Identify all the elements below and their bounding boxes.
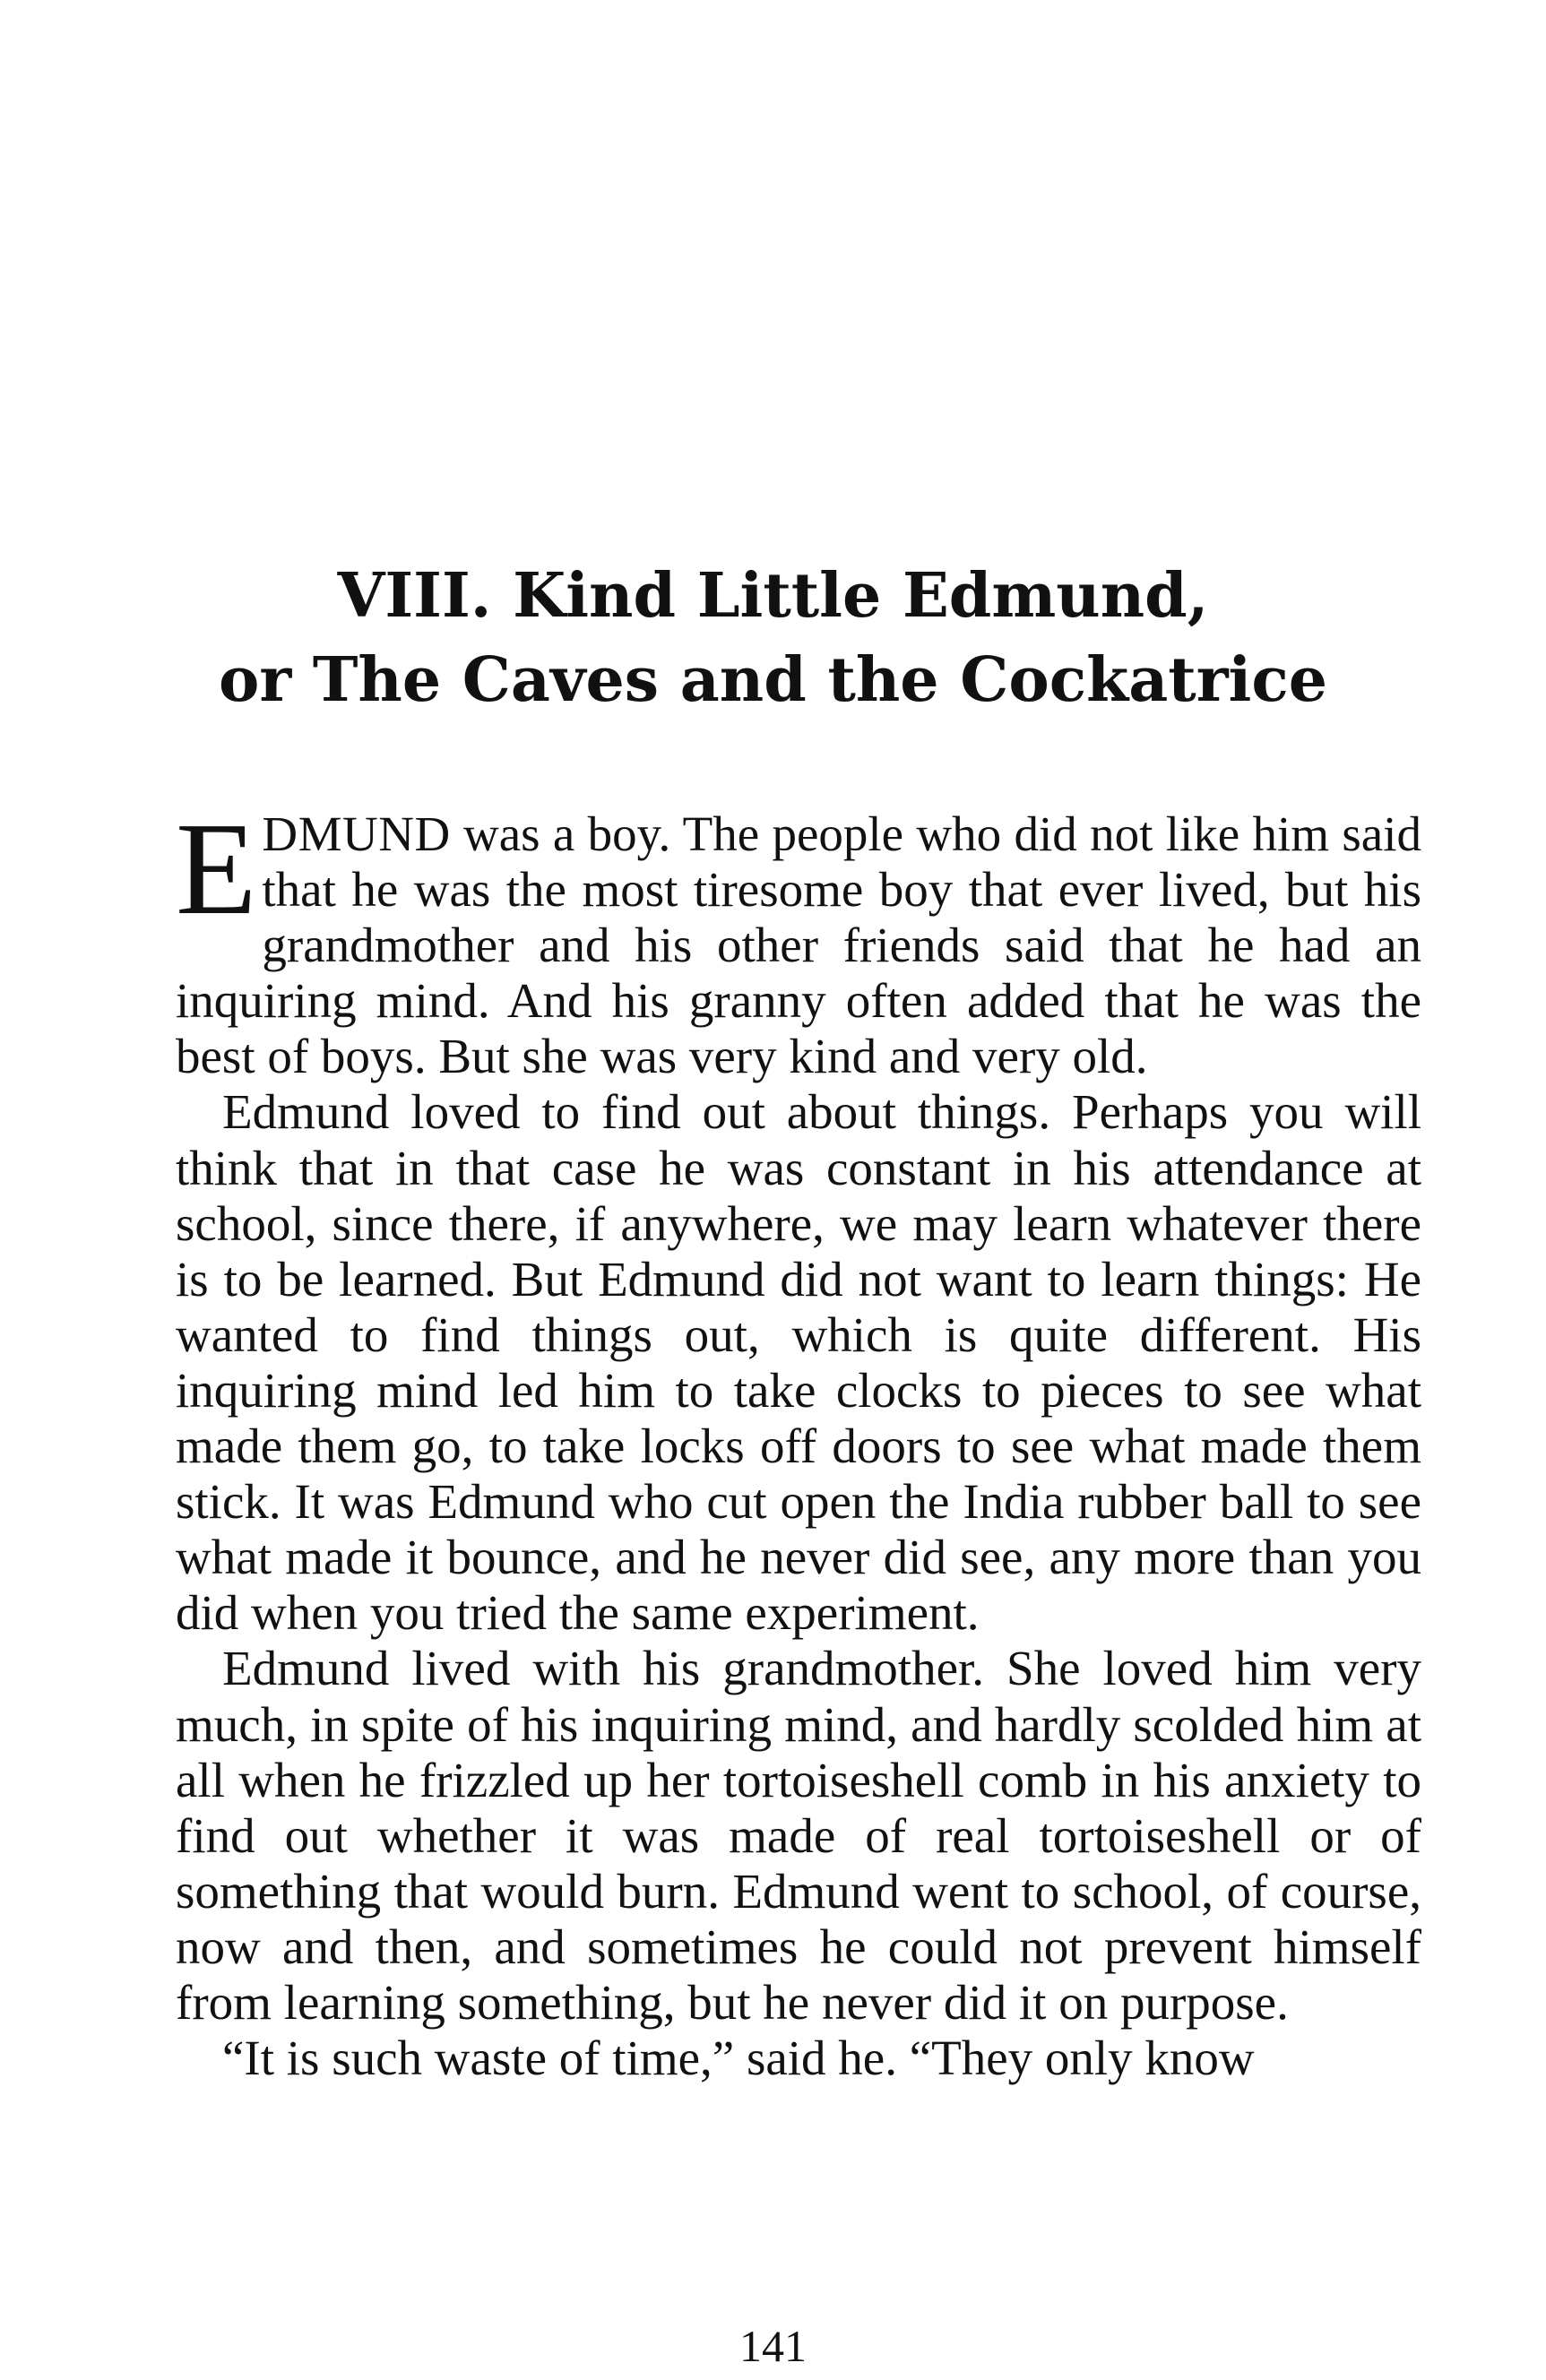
drop-cap: E <box>176 796 257 943</box>
chapter-title-line-1: VIII. Kind Little Edmund, <box>337 560 1209 632</box>
paragraph-4: “It is such waste of time,” said he. “They only know <box>222 2031 1255 2086</box>
chapter-title-line-2: or The Caves and the Cockatrice <box>218 644 1328 716</box>
paragraph-2: Edmund loved to find out about things. Perhaps you will think that in that case he was constant in his attendance at school, since there, if anywhere, we may learn whatever there is to be learned. But Edmund did not want to learn things: He wanted to find things out, which is quite different. His inquiring mind led him to take clocks to pieces to see what made them go, to take locks off doors to see what made them stick. It was Edmund who cut open the India rubber ball to see what made it bounce, and he never did see, any more than you did when you tried the same experiment. <box>176 1084 1421 1641</box>
paragraph-1-text: was a boy. The people who did not like him said that he was the most tiresome boy that ever lived, but his grandmother and his other friends said that he had an inquiring mind. And his granny often added that he was the best of boys. But she was very kind and very old. <box>176 806 1421 1084</box>
paragraph-1 <box>176 796 1421 1084</box>
page-number: 141 <box>739 2321 807 2371</box>
opening-word: DMUND <box>262 806 451 861</box>
paragraph-3: Edmund lived with his grandmother. She loved him very much, in spite of his inquiring mind, and hardly scolded him at all when he frizzled up her tortoiseshell comb in his anxiety to find out whether it was made of real tortoiseshell or of something that would burn. Edmund went to school, of course, now and then, and sometimes he could not prevent himself from learning something, but he never did it on purpose. <box>176 1641 1421 2030</box>
chapter-title <box>0 554 1546 722</box>
chapter-body <box>176 796 1421 2086</box>
